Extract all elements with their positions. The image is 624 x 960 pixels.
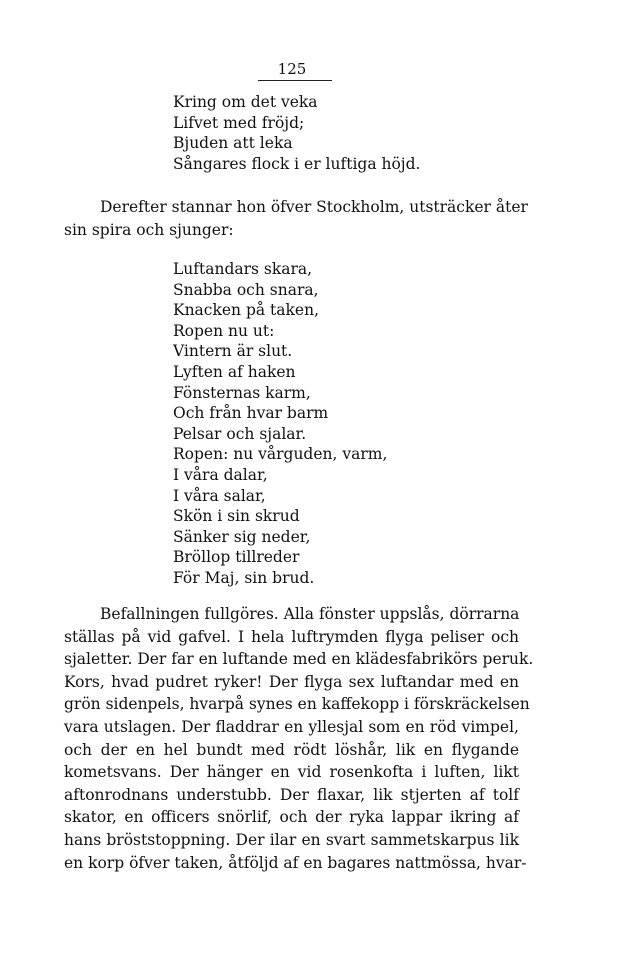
paragraph-2 [64, 603, 534, 874]
paragraph-line: ställas på vid gafvel. I hela luftrymden flyga peliser och [64, 627, 519, 646]
paragraph-line: sjaletter. Der far en luftande med en klädesfabrikörs peruk. [64, 650, 534, 669]
paragraph-line: en korp öfver taken, åtföljd af en bagares nattmössa, hvar- [64, 853, 527, 872]
verse-block-1 [173, 92, 420, 174]
verse-line: Snabba och snara, [173, 280, 319, 299]
verse-line: Bjuden att leka [173, 134, 293, 153]
paragraph-line: hans bröststoppning. Der ilar en svart sammetskarpus lik [64, 830, 519, 849]
verse-line: Vintern är slut. [173, 342, 293, 361]
verse-line: Knacken på taken, [173, 301, 319, 320]
verse-line: Lifvet med fröjd; [173, 113, 305, 132]
paragraph-line: sin spira och sjunger: [64, 220, 234, 239]
verse-block-2 [173, 259, 387, 589]
verse-line: Sänker sig neder, [173, 527, 311, 546]
paragraph-line: Kors, hvad pudret ryker! Der flyga sex luftandar med en [64, 672, 519, 691]
paragraph-line: grön sidenpels, hvarpå synes en kaffekopp i förskräckelsen [64, 695, 530, 714]
paragraph-line: och der en hel bundt med rödt löshår, lik en flygande [64, 740, 519, 759]
page-number-rule [258, 80, 332, 81]
verse-line: Kring om det veka [173, 93, 318, 111]
verse-line: Ropen: nu vårguden, varm, [173, 445, 388, 464]
verse-line: Bröllop tillreder [173, 548, 300, 567]
paragraph-1 [64, 196, 528, 241]
verse-line: Luftandars skara, [173, 260, 313, 278]
verse-line: Pelsar och sjalar. [173, 424, 307, 443]
verse-line: För Maj, sin brud. [173, 568, 315, 587]
paragraph-line: aftonrodnans understubb. Der flaxar, lik stjerten af tolf [64, 785, 519, 804]
verse-line: I våra salar, [173, 486, 266, 505]
paragraph-line: kometsvans. Der hänger en vid rosenkofta i luften, likt [64, 763, 519, 782]
paragraph-line: Derefter stannar hon öfver Stockholm, utsträcker åter [100, 198, 528, 216]
verse-line: Fönsternas karm, [173, 383, 311, 402]
verse-line: I våra dalar, [173, 465, 268, 484]
verse-line: Och från hvar barm [173, 404, 329, 423]
paragraph-line: vara utslagen. Der fladdrar en yllesjal som en röd vimpel, [64, 717, 519, 736]
verse-line: Skön i sin skrud [173, 507, 300, 526]
verse-line: Ropen nu ut: [173, 321, 275, 340]
verse-line: Lyften af haken [173, 362, 296, 381]
page-number: 125 [277, 60, 307, 78]
paragraph-line: skator, en officers snörlif, och der ryka lappar ikring af [64, 808, 519, 827]
verse-line: Sångares flock i er luftiga höjd. [173, 154, 421, 173]
paragraph-line: Befallningen fullgöres. Alla fönster uppslås, dörrarna [100, 605, 520, 623]
